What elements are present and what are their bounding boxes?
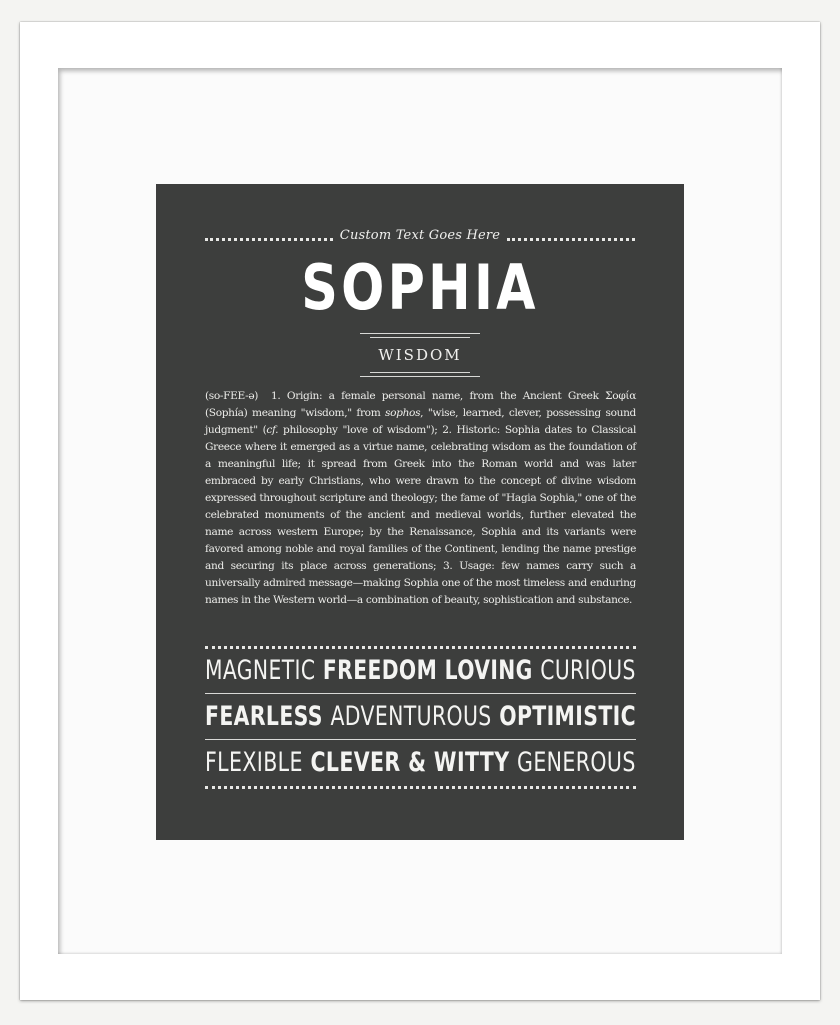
trait: ADVENTUROUS	[330, 701, 492, 732]
definition-italic-1: sophos	[385, 407, 421, 419]
definition-part-1: 1. Origin: a female personal name, from the Ancient Greek Σοφία (Sophía) meaning "wisdom," from	[205, 390, 636, 419]
rule-below-meaning-inner	[370, 372, 470, 373]
dotted-divider-left	[205, 238, 333, 241]
trait: OPTIMISTIC	[499, 701, 636, 732]
pronunciation: (so-FEE-ə)	[205, 390, 259, 402]
picture-frame	[20, 22, 820, 1000]
trait: CURIOUS	[540, 655, 636, 686]
name-print	[156, 184, 684, 840]
name-definition	[205, 388, 636, 609]
trait: FREEDOM LOVING	[322, 655, 533, 686]
trait: FEARLESS	[205, 701, 323, 732]
mat-board	[58, 68, 782, 954]
trait: CLEVER & WITTY	[310, 747, 510, 778]
trait: GENEROUS	[517, 747, 636, 778]
dotted-divider-right	[507, 238, 635, 241]
trait: MAGNETIC	[205, 655, 316, 686]
trait-line-2	[205, 694, 636, 740]
rule-below-meaning	[360, 376, 480, 377]
custom-text: Custom Text Goes Here	[339, 228, 501, 243]
name-title: SOPHIA	[301, 251, 539, 324]
definition-part-3: philosophy "love of wisdom"); 2. Historic: Sophia dates to Classical Greece where it emerged as a virtue name, celebrating wisdom as the foundation of a meaningful life; it spread from Greek into the Roman world and was later embraced by early Christians, who were drawn to the concept of divine wisdom expressed throughout scripture and theology; the fame of "Hagia Sophia," one of the celebrated monuments of the ancient and medieval worlds, further elevated the name across western Europe; by the Renaissance, Sophia and its variants were favored among noble and royal families of the Continent, lending the name prestige and securing its place across generations; 3. Usage: few names carry such a universally admired message—making Sophia one of the most timeless and enduring names in the Western world—a combination of beauty, sophistication and substance.	[205, 424, 636, 606]
trait: FLEXIBLE	[205, 747, 303, 778]
rule-above-meaning-inner	[370, 337, 470, 338]
definition-italic-2: cf.	[266, 424, 279, 436]
trait-line-3	[205, 740, 636, 785]
trait-line-1	[205, 648, 636, 694]
dotted-divider-traits-bottom	[205, 786, 636, 789]
rule-above-meaning	[360, 333, 480, 334]
name-meaning: WISDOM	[378, 346, 462, 364]
definition-part-2: , "wise, learned, clever, possessing sound judgment" (	[205, 407, 636, 436]
traits-block	[205, 648, 636, 785]
